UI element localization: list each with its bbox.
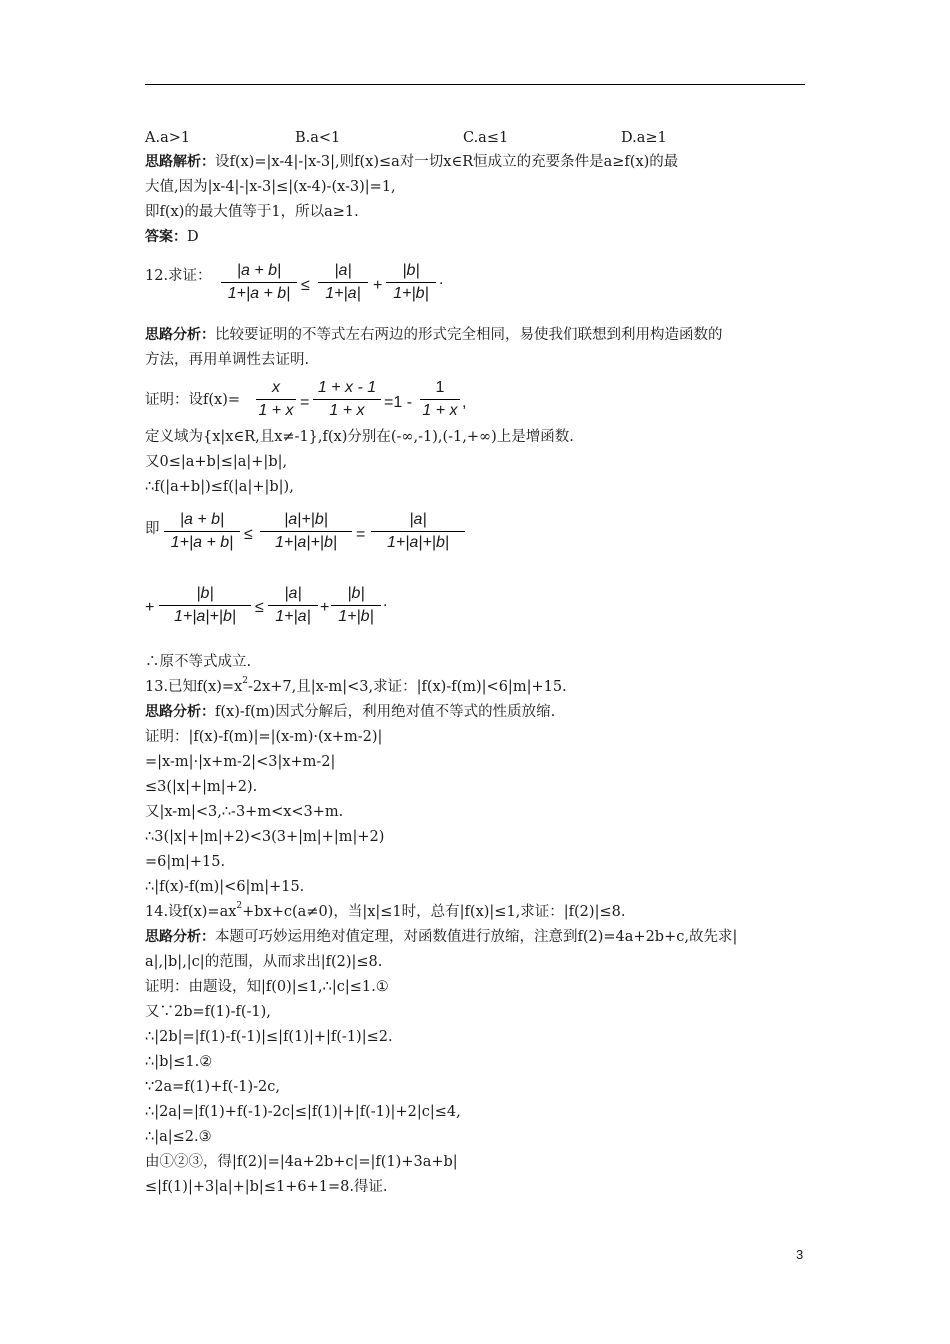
p14-proof-line2: 又∵2b=f(1)-f(-1), [145, 1004, 271, 1020]
fraction-one-over: 1 1 + x [420, 377, 460, 422]
p11-analysis-line1: 思路解析：设f(x)=|x-4|-|x-3|,则f(x)≤a对一切x∈R恒成立的充要条件是a≥f(x)的最 [145, 154, 679, 170]
p13-proof-line3: ≤3(|x|+|m|+2). [145, 779, 258, 795]
p14-proof-line4: ∴|b|≤1.② [145, 1054, 213, 1070]
p12-also: 又0≤|a+b|≤|a|+|b|, [145, 454, 288, 470]
p13-proof-line5: ∴3(|x|+|m|+2)<3(3+|m|+|m|+2) [145, 829, 385, 845]
comma: , [462, 394, 467, 411]
p12-analysis-label: 思路分析： [145, 327, 215, 343]
fraction-chain-a2: |a| 1+|a| [268, 583, 318, 628]
page-number: 3 [796, 1247, 804, 1262]
p14-proof-line8: 由①②③，得|f(2)|=|4a+2b+c|=|f(1)+3a+b| [145, 1154, 458, 1170]
plus-symbol: + [320, 599, 330, 616]
p12-hence: ∴f(|a+b|)≤f(|a|+|b|), [145, 479, 294, 495]
p11-analysis-line3: 即f(x)的最大值等于1，所以a≥1. [145, 204, 359, 220]
answer-label: 答案： [145, 229, 187, 245]
p13-proof-line6: =6|m|+15. [145, 854, 226, 870]
p12-analysis-line2: 方法，再用单调性去证明. [145, 352, 310, 368]
period: . [383, 593, 388, 610]
option-c: C.a≤1 [463, 130, 509, 146]
p14-proof-line6: ∴|2a|=|f(1)+f(-1)-2c|≤|f(1)|+|f(-1)|+2|c|≤4, [145, 1104, 461, 1120]
option-a: A.a>1 [145, 130, 191, 146]
option-b: B.a<1 [295, 130, 341, 146]
p11-analysis-label: 思路解析： [145, 154, 215, 170]
fraction-ab: |a + b| 1+|a + b| [221, 260, 297, 305]
p14-analysis-line2: a|,|b|,|c|的范围，从而求出|f(2)|≤8. [145, 954, 383, 970]
fraction-a: |a| 1+|a| [318, 260, 368, 305]
fraction-fx: x 1 + x [256, 377, 296, 422]
p12-proof-prefix: 证明：设f(x)= [145, 392, 241, 408]
p14-analysis-line1: 思路分析：本题可巧妙运用绝对值定理，对函数值进行放缩，注意到f(2)=4a+2b+c,故先求| [145, 929, 738, 945]
p13-proof-line4: 又|x-m|<3,∴-3+m<x<3+m. [145, 804, 344, 820]
le-symbol: ≤ [244, 526, 253, 543]
p13-proof-line7: ∴|f(x)-f(m)|<6|m|+15. [145, 879, 305, 895]
plus-symbol: + [373, 277, 383, 294]
p13-proof-line1: 证明：|f(x)-f(m)|=|(x-m)·(x+m-2)| [145, 729, 383, 745]
p14-proof-line9: ≤|f(1)|+3|a|+|b|≤1+6+1=8.得证. [145, 1179, 388, 1195]
le-symbol: ≤ [255, 599, 264, 616]
period: . [439, 271, 444, 288]
fraction-chain-ab: |a + b| 1+|a + b| [164, 509, 240, 554]
p12-conclusion: ∴原不等式成立. [145, 654, 252, 670]
le-symbol: ≤ [301, 277, 310, 294]
p11-answer: 答案：D [145, 229, 199, 245]
fraction-chain-b: |b| 1+|a|+|b| [159, 583, 251, 628]
eq-symbol: = [300, 394, 310, 411]
p11-analysis-line2: 大值,因为|x-4|-|x-3|≤|(x-4)-(x-3)|=1, [145, 179, 396, 195]
fraction-chain-a: |a| 1+|a|+|b| [371, 509, 465, 554]
p12-intro: 12.求证： [145, 268, 212, 284]
eq-symbol: = [356, 526, 366, 543]
fraction-x-rewrite: 1 + x - 1 1 + x [313, 377, 381, 422]
p13-proof-line2: =|x-m|·|x+m-2|<3|x+m-2| [145, 754, 336, 770]
p14-proof-line1: 证明：由题设，知|f(0)|≤1,∴|c|≤1.① [145, 979, 389, 995]
eq-one-minus: =1 - [384, 394, 413, 411]
fraction-chain-apb: |a|+|b| 1+|a|+|b| [260, 509, 352, 554]
plus-symbol: + [145, 599, 155, 616]
p13-analysis-label: 思路分析： [145, 704, 215, 720]
p13-statement: 13.已知$f(x)=x^2-2x+7$,且|x-m|<3,求证：|f(x)-f(m)|<6|m|+15. [145, 676, 567, 695]
p12-analysis-line1: 思路分析：比较要证明的不等式左右两边的形式完全相同，易使我们联想到利用构造函数的 [145, 327, 723, 343]
p13-analysis: 思路分析：f(x)-f(m)因式分解后，利用绝对值不等式的性质放缩. [145, 704, 556, 720]
p14-proof-line3: ∴|2b|=|f(1)-f(-1)|≤|f(1)|+|f(-1)|≤2. [145, 1029, 393, 1045]
p14-statement: 14.设$f(x)=ax^2+bx+c(a\ne 0)$，当|x|≤1时，总有|f(x)|≤1,求证：|f(2)|≤8. [145, 901, 626, 920]
fraction-b: |b| 1+|b| [386, 260, 436, 305]
p12-ji: 即 [145, 521, 160, 537]
p14-proof-line7: ∴|a|≤2.③ [145, 1129, 212, 1145]
fraction-chain-b2: |b| 1+|b| [331, 583, 381, 628]
p14-proof-line5: ∵2a=f(1)+f(-1)-2c, [145, 1079, 280, 1095]
p14-analysis-label: 思路分析： [145, 929, 215, 945]
header-rule [145, 84, 805, 85]
option-d: D.a≥1 [621, 130, 667, 146]
p12-domain: 定义域为{x|x∈R,且x≠-1},f(x)分别在(-∞,-1),(-1,+∞)上是增函数. [145, 429, 574, 445]
